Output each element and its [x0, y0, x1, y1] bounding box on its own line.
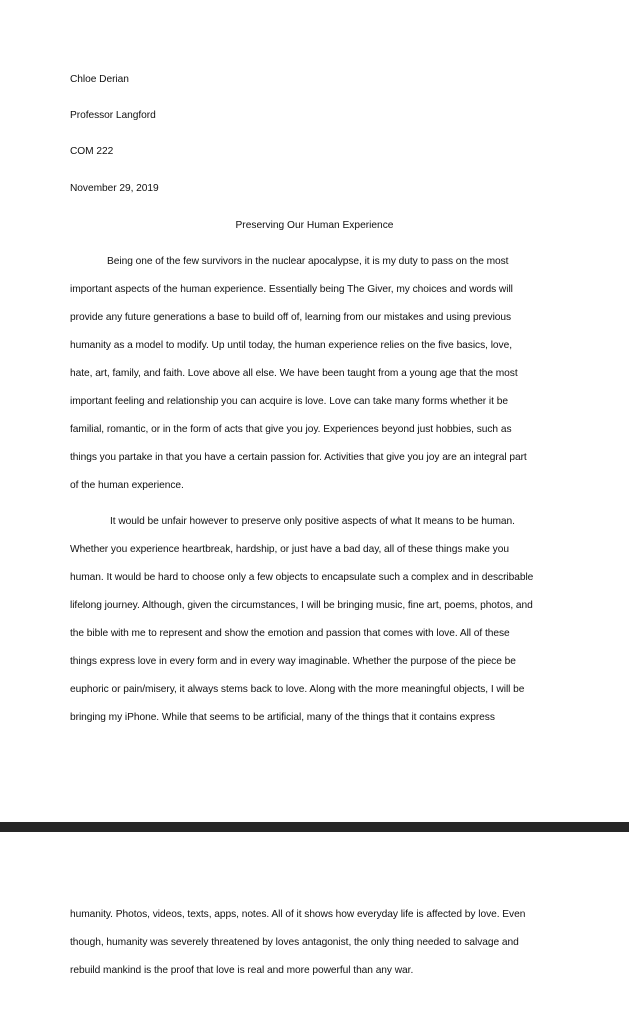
paragraph-1-line: humanity as a model to modify. Up until today, the human experience relies on the five basics, love,: [70, 340, 512, 351]
paragraph-2-line: human. It would be hard to choose only a few objects to encapsulate such a complex and in describable: [70, 572, 534, 583]
paragraph-2-line: euphoric or pain/misery, it always stems back to love. Along with the more meaningful objects, I will be: [70, 684, 525, 695]
paragraph-1-line: important aspects of the human experience. Essentially being The Giver, my choices and words will: [70, 284, 513, 295]
course-code: COM 222: [70, 146, 114, 157]
document-page-2: [0, 832, 629, 1024]
paragraph-1-line: of the human experience.: [70, 480, 184, 491]
professor-name: Professor Langford: [70, 110, 156, 121]
page-break-divider: [0, 822, 629, 832]
paragraph-2-line: though, humanity was severely threatened by loves antagonist, the only thing needed to salvage and: [70, 937, 519, 948]
paragraph-2-line: the bible with me to represent and show the emotion and passion that comes with love. All of these: [70, 628, 510, 639]
paragraph-2-line: lifelong journey. Although, given the circumstances, I will be bringing music, fine art, poems, photos, and: [70, 600, 533, 611]
paragraph-1-line: things you partake in that you have a certain passion for. Activities that give you joy are an integral part: [70, 452, 527, 463]
author-name: Chloe Derian: [70, 74, 129, 85]
paragraph-1-line: familial, romantic, or in the form of acts that give you joy. Experiences beyond just hobbies, such as: [70, 424, 512, 435]
paragraph-1-line: provide any future generations a base to build off of, learning from our mistakes and using previous: [70, 312, 512, 323]
document-date: November 29, 2019: [70, 183, 159, 194]
paragraph-2-line: Whether you experience heartbreak, hardship, or just have a bad day, all of these things make you: [70, 544, 509, 555]
paragraph-1-line: important feeling and relationship you can acquire is love. Love can take many forms whether it be: [70, 396, 508, 407]
paragraph-2-line: things express love in every form and in every way imaginable. Whether the purpose of the piece be: [70, 656, 516, 667]
paragraph-2-line: bringing my iPhone. While that seems to be artificial, many of the things that it contains express: [70, 712, 495, 723]
paragraph-1-line: Being one of the few survivors in the nuclear apocalypse, it is my duty to pass on the most: [107, 256, 509, 267]
paragraph-1-line: hate, art, family, and faith. Love above all else. We have been taught from a young age that the most: [70, 368, 518, 379]
document-title: Preserving Our Human Experience: [235, 220, 394, 231]
paragraph-2-line: It would be unfair however to preserve only positive aspects of what It means to be human.: [110, 516, 515, 527]
paragraph-2-line: humanity. Photos, videos, texts, apps, notes. All of it shows how everyday life is affected by love. Even: [70, 909, 526, 920]
paragraph-2-line: rebuild mankind is the proof that love is real and more powerful than any war.: [70, 965, 414, 976]
